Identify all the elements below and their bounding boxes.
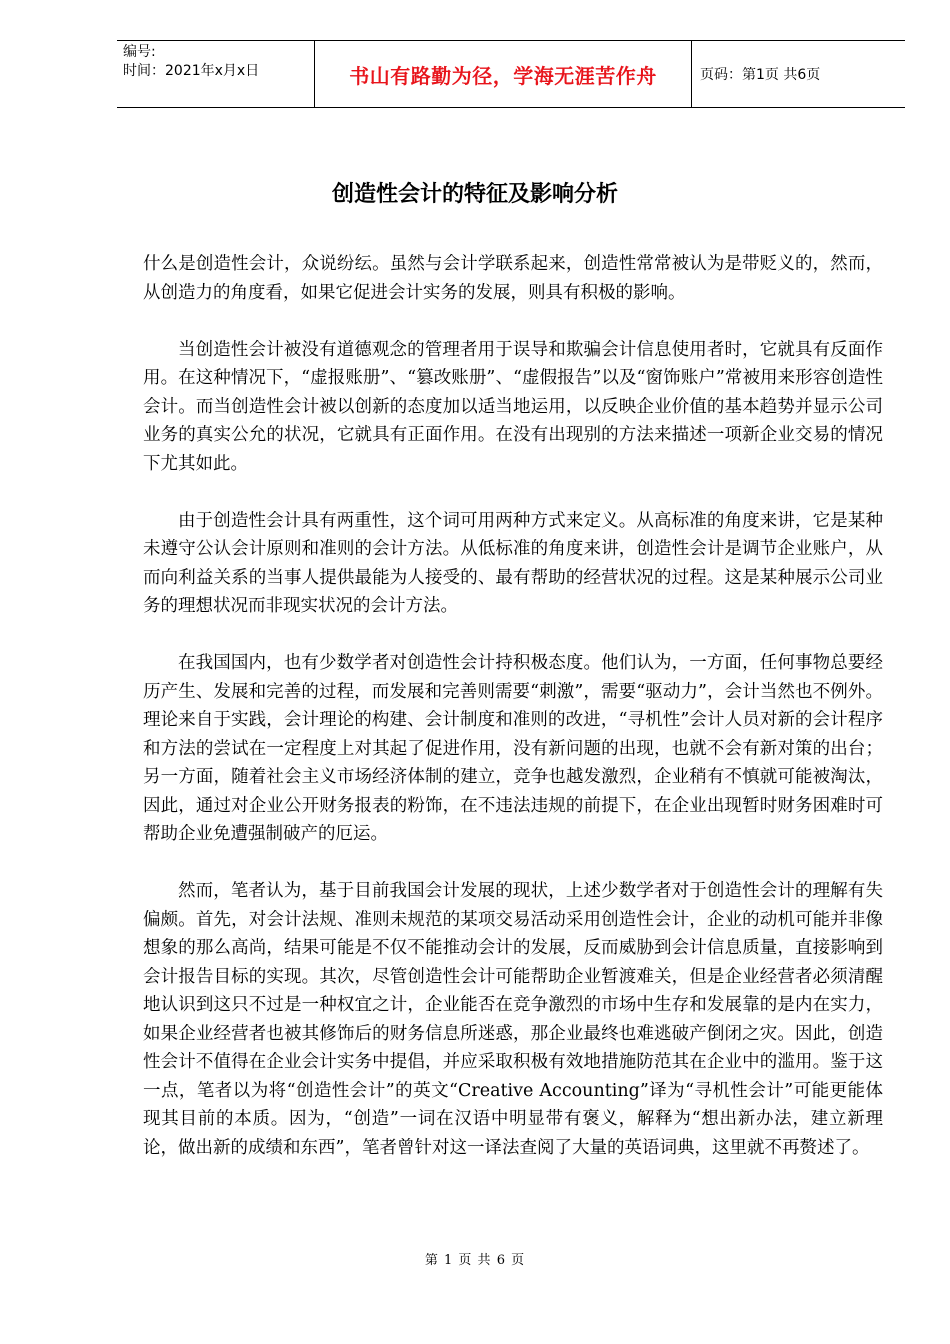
paragraph: 然而，笔者认为，基于目前我国会计发展的现状，上述少数学者对于创造性会计的理解有失偏颇。首先，对会计法规、准则未规范的某项交易活动采用创造性会计，企业的动机可能并非像想象的那么高尚，结果可能是不仅不能推动会计的发展，反而威胁到会计信息质量，直接影响到会计报告目标的实现。其次，尽管创造性会计可能帮助企业暂渡难关，但是企业经营者必须清醒地认识到这只不过是一种权宜之计，企业能否在竞争激烈的市场中生存和发展靠的是内在实力，如果企业经营者也被其修饰后的财务信息所迷惑，那企业最终也难逃破产倒闭之灾。因此，创造性会计不值得在企业会计实务中提倡，并应采取积极有效地措施防范其在企业中的滥用。鉴于这一点，笔者以为将“创造性会计”的英文“Creative Accounting”译为“寻机性会计”可能更能体现其目前的本质。因为，“创造”一词在汉语中明显带有褒义，解释为“想出新办法，建立新理论，做出新的成绩和东西”，笔者曾针对这一译法查阅了大量的英语词典，这里就不再赘述了。 — [143, 881, 883, 1158]
paragraph: 什么是创造性会计，众说纷纭。虽然与会计学联系起来，创造性常常被认为是带贬义的，然而，从创造力的角度看，如果它促进会计实务的发展，则具有积极的影响。 — [143, 254, 883, 303]
document-time-label: 时间：2021年x月x日 — [123, 63, 260, 79]
paragraph: 由于创造性会计具有两重性，这个词可用两种方式来定义。从高标准的角度来讲，它是某种未遵守公认会计原则和准则的会计方法。从低标准的角度来讲，创造性会计是调节企业账户，从而向利益关系的当事人提供最能为人接受的、最有帮助的经营状况的过程。这是某种展示公司业务的理想状况而非现实状况的会计方法。 — [143, 510, 883, 616]
paragraph: 当创造性会计被没有道德观念的管理者用于误导和欺骗会计信息使用者时，它就具有反面作用。在这种情况下，“虚报账册”、“篡改账册”、“虚假报告”以及“窗饰账户”常被用来形容创造性会计。而当创造性会计被以创新的态度加以适当地运用，以反映企业价值的基本趋势并显示公司业务的真实公允的状况，它就具有正面作用。在没有出现别的方法来描述一项新企业交易的情况下尤其如此。 — [143, 339, 883, 474]
document-title: 创造性会计的特征及影响分析 — [331, 182, 618, 207]
page-header — [117, 40, 905, 108]
header-meta — [117, 41, 315, 107]
document-number-label: 编号: — [123, 44, 156, 60]
header-page-info: 页码：第1页 共6页 — [700, 67, 821, 83]
paragraph: 在我国国内，也有少数学者对创造性会计持积极态度。他们认为，一方面，任何事物总要经历产生、发展和完善的过程，而发展和完善则需要“刺激”，需要“驱动力”，会计当然也不例外。理论来自于实践，会计理论的构建、会计制度和准则的改进，“寻机性”会计人员对新的会计程序和方法的尝试在一定程度上对其起了促进作用，没有新问题的出现，也就不会有新对策的出台；另一方面，随着社会主义市场经济体制的建立，竞争也越发激烈，企业稍有不慎就可能被淘汰，因此，通过对企业公开财务报表的粉饰，在不违法违规的前提下，在企业出现暂时财务困难时可帮助企业免遭强制破产的厄运。 — [143, 653, 883, 844]
header-slogan: 书山有路勤为径，学海无涯苦作舟 — [315, 41, 692, 107]
document-body — [143, 250, 883, 1191]
page-footer: 第 1 页 共 6 页 — [424, 1253, 526, 1268]
